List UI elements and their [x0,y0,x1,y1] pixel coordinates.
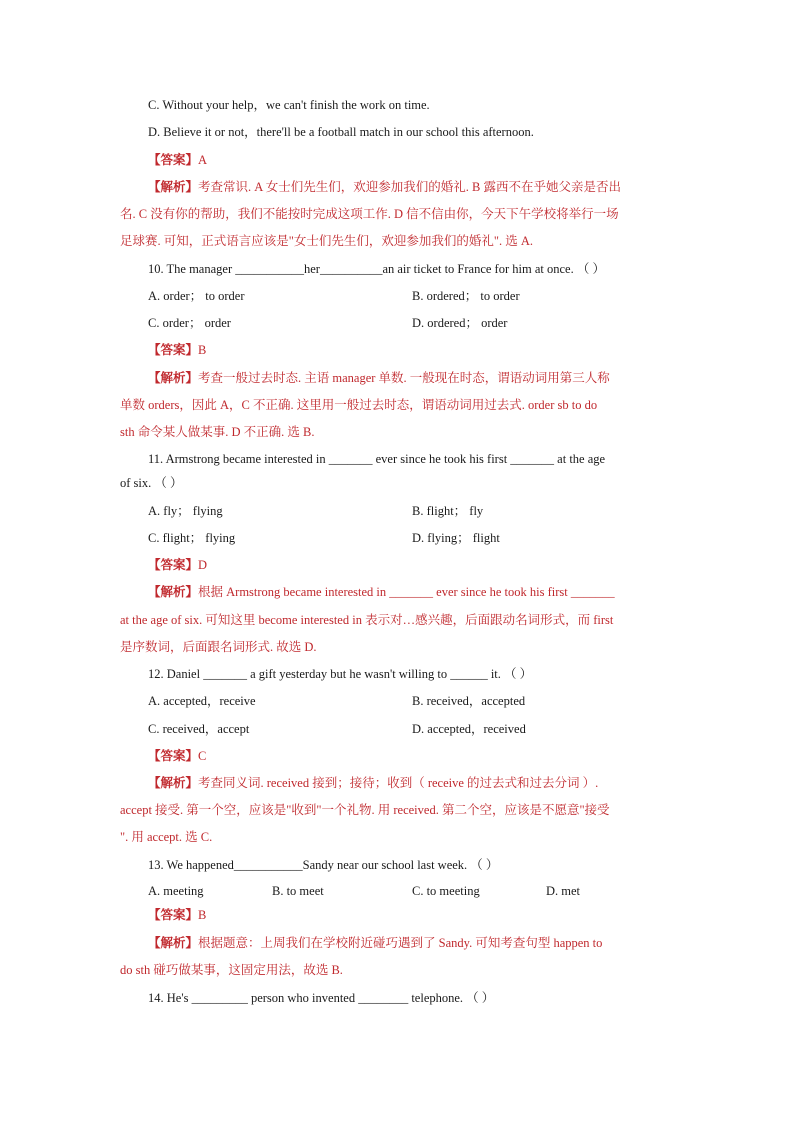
analysis-line [148,583,615,601]
analysis-text: do sth 碰巧做某事，这固定用法，故选 B. [120,963,343,977]
question-11-cont: of six. （ ） [120,476,183,490]
answer-line [148,556,207,574]
option-b: B. ordered； to order [412,289,520,303]
option-c: C. received，accept [148,722,250,736]
analysis-text: accept 接受. 第一个空，应该是"收到"一个礼物. 用 received. 第二个空，应该是不愿意"接受 [120,803,610,817]
answer-tag: 【答案】 [148,558,199,572]
analysis-tag: 【解析】 [148,180,199,194]
answer-tag: 【答案】 [148,908,199,922]
option-a: A. order； to order [148,289,245,303]
analysis-text: 根据题意：上周我们在学校附近碰巧遇到了 Sandy. 可知考查句型 happen to [198,936,603,950]
analysis-text: 考查一般过去时态. 主语 manager 单数. 一般现在时态，谓语动词用第三人称 [198,371,610,385]
analysis-text: 根据 Armstrong became interested in _______ ever since he took his first _______ [198,585,615,599]
answer-value: C [198,749,207,763]
option-b: B. flight； fly [412,504,484,518]
option-d: D. accepted，received [412,722,526,736]
question-13: 13. We happened___________Sandy near our school last week. （ ） [148,858,499,872]
analysis-tag: 【解析】 [148,371,199,385]
option-d: D. flying； flight [412,531,500,545]
question-12: 12. Daniel _______ a gift yesterday but he wasn't willing to ______ it. （ ） [148,667,533,681]
option-a: A. meeting [148,884,204,898]
analysis-tag: 【解析】 [148,936,199,950]
analysis-line [148,178,621,196]
option-b: B. received，accepted [412,694,526,708]
option-c: C. flight； flying [148,531,236,545]
option-d: D. ordered； order [412,316,508,330]
analysis-tag: 【解析】 [148,776,199,790]
option-c: C. order； order [148,316,231,330]
answer-value: A [198,153,208,167]
analysis-text: ". 用 accept. 选 C. [120,830,213,844]
answer-tag: 【答案】 [148,153,199,167]
answer-value: B [198,343,207,357]
question-14: 14. He's _________ person who invented ________ telephone. （ ） [148,991,495,1005]
analysis-text: at the age of six. 可知这里 become interested in 表示对…感兴趣，后面跟动名词形式，而 first [120,613,614,627]
option-b: B. to meet [272,884,324,898]
answer-line [148,341,206,359]
analysis-text: 考查常识. A 女士们先生们，欢迎参加我们的婚礼. B 露西不在乎她父亲是否出 [198,180,621,194]
answer-value: D [198,558,208,572]
answer-tag: 【答案】 [148,749,199,763]
option-a: A. accepted，receive [148,694,256,708]
option-c: C. to meeting [412,884,480,898]
analysis-line [148,369,610,387]
analysis-text: 单数 orders，因此 A，C 不正确. 这里用一般过去时态，谓语动词用过去式. order sb to do [120,398,598,412]
analysis-line [148,774,598,792]
options-row [148,287,245,305]
question-11: 11. Armstrong became interested in _______ ever since he took his first _______ at the age [148,452,606,466]
analysis-text: 足球赛. 可知，正式语言应该是"女士们先生们，欢迎参加我们的婚礼". 选 A. [120,234,533,248]
analysis-text: 考查同义词. received 接到；接待；收到（ receive 的过去式和过去分词 ）. [198,776,599,790]
analysis-line [148,934,602,952]
option-d-text: D. Believe it or not，there'll be a football match in our school this afternoon. [148,125,534,139]
analysis-text: 是序数词，后面跟名词形式. 故选 D. [120,640,317,654]
answer-value: B [198,908,207,922]
analysis-text: 名. C 没有你的帮助，我们不能按时完成这项工作. D 信不信由你，今天下午学校将举行一场 [120,207,619,221]
answer-line [148,151,207,169]
answer-line [148,906,206,924]
option-a: A. fly； flying [148,504,223,518]
question-10: 10. The manager ___________her__________an air ticket to France for him at once. （ ） [148,262,605,276]
analysis-text: sth 命令某人做某事. D 不正确. 选 B. [120,425,315,439]
option-c-text: C. Without your help，we can't finish the work on time. [148,98,430,112]
answer-line [148,747,206,765]
option-d: D. met [546,884,581,898]
analysis-tag: 【解析】 [148,585,199,599]
answer-tag: 【答案】 [148,343,199,357]
